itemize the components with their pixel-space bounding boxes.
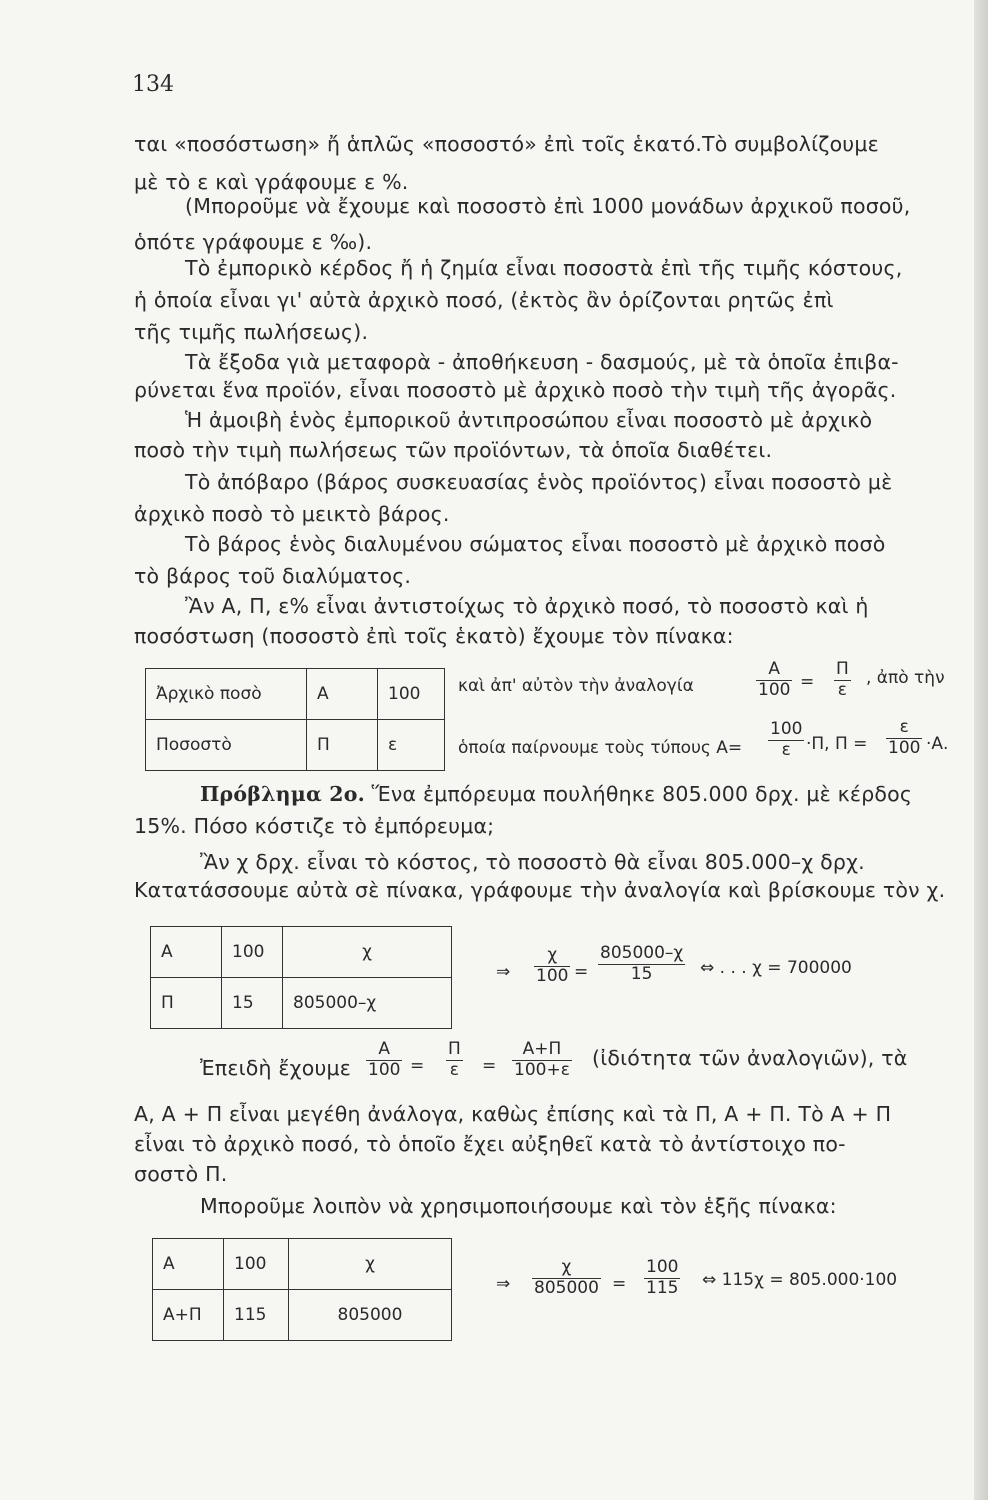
equals-sign: = — [574, 962, 589, 982]
implies-arrow: ⇒ — [496, 962, 511, 982]
table-cell: Ἀρχικὸ ποσὸ — [146, 669, 307, 720]
problem-label: Πρόβλημα 2ο. — [200, 782, 365, 806]
table-cell: ε — [378, 720, 445, 771]
text-line: μὲ τὸ ε καὶ γράφουμε ε %. — [134, 170, 409, 194]
text-line: Τὸ ἀπόβαρο (βάρος συσκευασίας ἑνὸς προϊόντος) εἶναι ποσοστὸ μὲ — [185, 470, 893, 494]
text-line: Μποροῦμε λοιπὸν νὰ χρησιμοποιήσουμε καὶ τὸν ἑξῆς πίνακα: — [200, 1194, 837, 1218]
text-fragment: ·Α. — [926, 734, 949, 754]
text-line: Ἂν χ δρχ. εἶναι τὸ κόστος, τὸ ποσοστὸ θὰ εἶναι 805.000–χ δρχ. — [200, 850, 865, 874]
fraction: $\frac{A}{100}$ — [758, 659, 791, 700]
page-number: 134 — [132, 72, 174, 97]
text-fragment: ὁποία παίρνουμε τοὺς τύπους Α= — [458, 738, 743, 758]
text-line: ποσὸ τὴν τιμὴ πωλήσεως τῶν προϊόντων, τὰ ὁποῖα διαθέτει. — [134, 438, 773, 462]
fraction: $\frac{\varepsilon}{100}$ — [888, 717, 921, 758]
table-cell: Π — [151, 978, 222, 1029]
fraction: $\frac{100}{\varepsilon}$ — [770, 719, 803, 760]
fraction: $\frac{\chi}{805000}$ — [534, 1257, 599, 1298]
table-cell: Α — [307, 669, 378, 720]
equals-sign: = — [410, 1056, 425, 1076]
text-line: ποσόστωση (ποσοστὸ ἐπὶ τοῖς ἑκατὸ) ἔχουμε τὸν πίνακα: — [134, 624, 734, 648]
implies-arrow: ⇒ — [496, 1274, 511, 1294]
cost-table — [150, 926, 452, 1029]
table-cell: 115 — [224, 1290, 289, 1341]
table-cell: χ — [289, 1239, 452, 1290]
text-line: 15%. Πόσο κόστιζε τὸ ἐμπόρευμα; — [134, 814, 495, 838]
proportion-table — [145, 668, 445, 771]
text-line: (Μποροῦμε νὰ ἔχουμε καὶ ποσοστὸ ἐπὶ 1000 μονάδων ἀρχικοῦ ποσοῦ, — [185, 194, 911, 218]
text-line: Ἂν Α, Π, ε% εἶναι ἀντιστοίχως τὸ ἀρχικὸ ποσό, τὸ ποσοστὸ καὶ ἡ — [185, 594, 869, 618]
fraction: $\frac{A}{100}$ — [368, 1039, 401, 1080]
text-fragment: ·Π, Π = — [806, 734, 868, 754]
text-fragment: , ἀπὸ τὴν — [866, 668, 945, 688]
total-table — [152, 1238, 452, 1341]
text-line: ται «ποσόστωση» ἤ ἁπλῶς «ποσοστό» ἐπὶ τοῖς ἑκατό.Τὸ συμβολίζουμε — [134, 132, 879, 156]
equals-sign: = — [482, 1056, 497, 1076]
text-line: ἡ ὁποία εἶναι γι' αὐτὰ ἀρχικὸ ποσό, (ἐκτὸς ἂν ὁρίζονται ρητῶς ἐπὶ — [134, 288, 834, 312]
text-fragment: καὶ ἀπ' αὐτὸν τὴν ἀναλογία — [458, 676, 694, 696]
table-cell: Α — [151, 927, 222, 978]
table-cell: 15 — [222, 978, 283, 1029]
equals-sign: = — [800, 672, 815, 692]
text-fragment: ⇔ . . . χ = 700000 — [700, 958, 852, 978]
table-cell: 805000–χ — [283, 978, 452, 1029]
fraction: $\frac{\chi}{100}$ — [536, 945, 569, 986]
table-cell: Α — [153, 1239, 224, 1290]
fraction: $\frac{A+\Pi}{100+\varepsilon}$ — [514, 1039, 570, 1080]
text-line: ἀρχικὸ ποσὸ τὸ μεικτὸ βάρος. — [134, 502, 450, 526]
text-line: Τὰ ἔξοδα γιὰ μεταφορὰ - ἀποθήκευση - δασμούς, μὲ τὰ ὁποῖα ἐπιβα- — [185, 350, 899, 374]
table-cell: Α+Π — [153, 1290, 224, 1341]
text-fragment: ⇔ 115χ = 805.000·100 — [702, 1270, 898, 1290]
table-cell: 100 — [224, 1239, 289, 1290]
text-line: τὸ βάρος τοῦ διαλύματος. — [134, 564, 412, 588]
text-line: σοστὸ Π. — [134, 1162, 228, 1186]
text-line: Κατατάσσουμε αὐτὰ σὲ πίνακα, γράφουμε τὴν ἀναλογία καὶ βρίσκουμε τὸν χ. — [134, 878, 946, 902]
table-cell: 805000 — [289, 1290, 452, 1341]
table-cell: Ποσοστὸ — [146, 720, 307, 771]
text-line: Ἡ ἀμοιβὴ ἑνὸς ἐμπορικοῦ ἀντιπροσώπου εἶναι ποσοστὸ μὲ ἀρχικὸ — [185, 408, 873, 432]
fraction: $\frac{805000-\chi}{15}$ — [600, 943, 684, 984]
table-cell: 100 — [378, 669, 445, 720]
fraction: $\frac{100}{115}$ — [646, 1257, 679, 1298]
fraction: $\frac{\Pi}{\varepsilon}$ — [448, 1039, 461, 1080]
fraction: $\frac{\Pi}{\varepsilon}$ — [836, 659, 849, 700]
text-line: ὁπότε γράφουμε ε ‰). — [134, 230, 373, 254]
page-edge-shadow — [974, 0, 988, 1500]
table-cell: χ — [283, 927, 452, 978]
problem-title — [200, 782, 912, 806]
text-fragment: (ἰδιότητα τῶν ἀναλογιῶν), τὰ — [592, 1046, 908, 1070]
table-cell: 100 — [222, 927, 283, 978]
text-line: ρύνεται ἕνα προϊόν, εἶναι ποσοστὸ μὲ ἀρχικὸ ποσὸ τὴν τιμὴ τῆς ἀγορᾶς. — [134, 378, 897, 402]
problem-text: Ἕνα ἐμπόρευμα πουλήθηκε 805.000 δρχ. μὲ κέρδος — [371, 782, 913, 806]
text-line: Τὸ βάρος ἑνὸς διαλυμένου σώματος εἶναι ποσοστὸ μὲ ἀρχικὸ ποσὸ — [185, 532, 886, 556]
text-line: Τὸ ἐμπορικὸ κέρδος ἤ ἡ ζημία εἶναι ποσοστὰ ἐπὶ τῆς τιμῆς κόστους, — [185, 256, 903, 280]
text-fragment: Ἐπειδὴ ἔχουμε — [200, 1056, 352, 1080]
text-line: τῆς τιμῆς πωλήσεως). — [134, 320, 369, 344]
table-cell: Π — [307, 720, 378, 771]
equals-sign: = — [612, 1274, 627, 1294]
text-line: εἶναι τὸ ἀρχικὸ ποσό, τὸ ὁποῖο ἔχει αὐξηθεῖ κατὰ τὸ ἀντίστοιχο πο- — [134, 1132, 846, 1156]
text-line: Α, Α + Π εἶναι μεγέθη ἀνάλογα, καθὼς ἐπίσης καὶ τὰ Π, Α + Π. Τὸ Α + Π — [134, 1102, 892, 1126]
